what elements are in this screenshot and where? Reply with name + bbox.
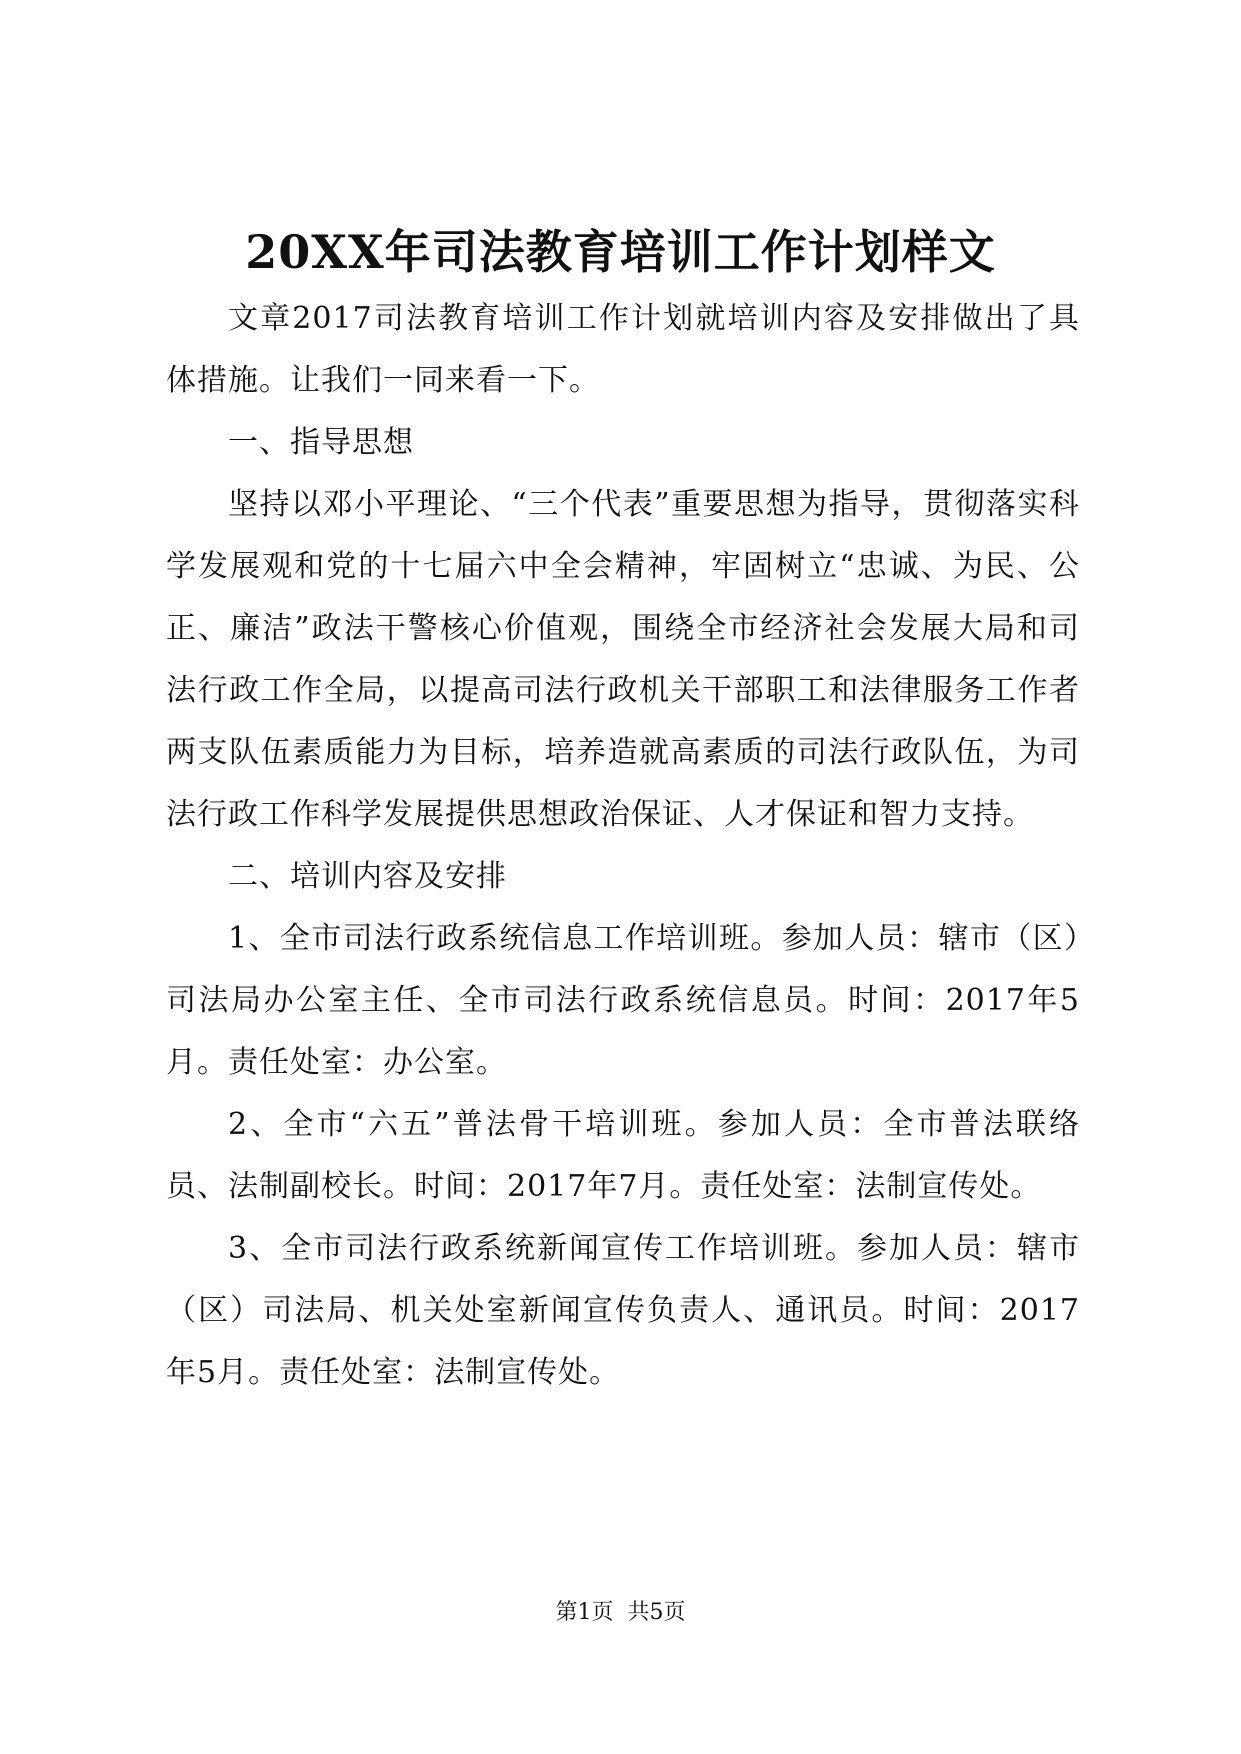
- page-number-total: 共5页: [627, 1600, 686, 1625]
- training-item-2: 2、全市“六五”普法骨干培训班。参加人员：全市普法联络员、法制副校长。时间：2017年7月。责任处室：法制宣传处。: [166, 1107, 1080, 1204]
- intro-paragraph: 文章2017司法教育培训工作计划就培训内容及安排做出了具体措施。让我们一同来看一下。: [166, 301, 1080, 398]
- page-footer: [0, 1598, 1241, 1628]
- training-item-1: 1、全市司法行政系统信息工作培训班。参加人员：辖市（区）司法局办公室主任、全市司法行政系统信息员。时间：2017年5月。责任处室：办公室。: [166, 921, 1080, 1080]
- section-heading-guiding-thought: 一、指导思想: [228, 425, 414, 460]
- document-body: [166, 288, 1080, 1404]
- guiding-thought-paragraph: 坚持以邓小平理论、“三个代表”重要思想为指导，贯彻落实科学发展观和党的十七届六中全会精神，牢固树立“忠诚、为民、公正、廉洁”政法干警核心价值观，围绕全市经济社会发展大局和司法行政工作全局，以提高司法行政机关干部职工和法律服务工作者两支队伍素质能力为目标，培养造就高素质的司法行政队伍，为司法行政工作科学发展提供思想政治保证、人才保证和智力支持。: [166, 487, 1080, 832]
- document-title: 20XX年司法教育培训工作计划样文: [245, 225, 996, 279]
- page-number-current: 第1页: [555, 1600, 614, 1625]
- training-item-3: 3、全市司法行政系统新闻宣传工作培训班。参加人员：辖市（区）司法局、机关处室新闻宣传负责人、通讯员。时间：2017年5月。责任处室：法制宣传处。: [166, 1231, 1080, 1390]
- section-heading-training-content: 二、培训内容及安排: [228, 859, 507, 894]
